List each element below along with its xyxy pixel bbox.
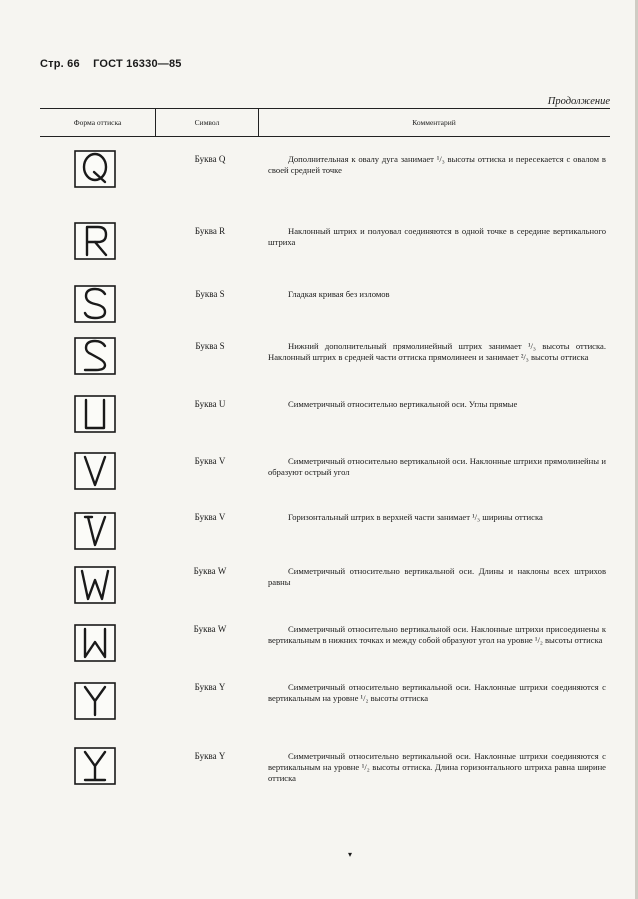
comment-text: [268, 341, 606, 363]
symbol-label: Буква Y: [194, 751, 226, 761]
standard-code: ГОСТ 16330—85: [93, 58, 182, 70]
glyph-w: [74, 566, 116, 604]
page-number: Стр. 66: [40, 58, 80, 70]
glyph-u: [74, 395, 116, 433]
symbol-label: Буква Q: [194, 154, 226, 164]
glyph-y2: [74, 747, 116, 785]
glyph-r: [74, 222, 116, 260]
comment-paragraph: Симметричный относительно вертикальной оси. Углы прямые: [288, 399, 518, 409]
comment-paragraph: Симметричный относительно вертикальной оси. Наклонные штрихи прямолинейны и образуют острый угол: [268, 456, 606, 477]
comment-paragraph: Нижний дополнительный прямолинейный штрих занимает ¹/₃ высоты оттиска. Наклонный штрих в средней части оттиска прямолинеен и занимает ²/₃ высоты оттиска: [268, 341, 606, 362]
comment-paragraph: Симметричный относительно вертикальной оси. Длины и наклоны всех штрихов равны: [268, 566, 606, 587]
symbol-label: Буква S: [195, 289, 225, 299]
comment-text: [268, 226, 606, 248]
glyph-v: [74, 452, 116, 490]
comment-paragraph: Симметричный относительно вертикальной оси. Наклонные штрихи соединяются с вертикальным на уровне ¹/₂ высоты оттиска. Длина горизонтального штриха равна ширине оттиска: [268, 751, 606, 783]
comment-text: [268, 566, 606, 588]
glyph-s2: [74, 337, 116, 375]
comment-text: [268, 751, 606, 784]
comment-text: [268, 624, 606, 646]
comment-paragraph: Симметричный относительно вертикальной оси. Наклонные штрихи присоединены к вертикальным в нижних точках и между собой образуют угол на уровне ¹/₂ высоты оттиска: [268, 624, 606, 645]
comment-text: [268, 399, 606, 410]
glyph-y: [74, 682, 116, 720]
comment-text: [268, 289, 606, 300]
glyph-v2: [74, 512, 116, 550]
symbol-label: Буква V: [194, 512, 226, 522]
symbol-label: Буква V: [194, 456, 226, 466]
symbol-label: Буква S: [195, 341, 225, 351]
page-mark: ▾: [348, 850, 353, 859]
column-header-comment: Комментарий: [412, 118, 456, 127]
comment-text: [268, 154, 606, 176]
symbol-label: Буква W: [193, 566, 227, 576]
symbol-label: Буква W: [193, 624, 227, 634]
comment-text: [268, 682, 606, 704]
page-header: [40, 58, 192, 70]
glyph-s: [74, 285, 116, 323]
comment-paragraph: Гладкая кривая без изломов: [288, 289, 390, 299]
continuation-label: Продолжение: [547, 96, 610, 107]
symbol-label: Буква R: [194, 226, 226, 236]
table-top-rule: [40, 108, 610, 109]
column-header-shape: Форма оттиска: [73, 118, 122, 127]
symbol-label: Буква Y: [194, 682, 226, 692]
glyph-w2: [74, 624, 116, 662]
symbol-label: Буква U: [194, 399, 226, 409]
column-header-symbol: Символ: [194, 118, 220, 127]
comment-paragraph: Симметричный относительно вертикальной оси. Наклонные штрихи соединяются с вертикальным на уровне ¹/₂ высоты оттиска: [268, 682, 606, 703]
comment-text: [268, 512, 606, 523]
comment-paragraph: Наклонный штрих и полуовал соединяются в одной точке в середине вертикального штриха: [268, 226, 606, 247]
comment-paragraph: Горизонтальный штрих в верхней части занимает ¹/₃ ширины оттиска: [288, 512, 543, 522]
comment-paragraph: Дополнительная к овалу дуга занимает ¹/₃ высоты оттиска и пересекается с овалом в своей средней точке: [268, 154, 606, 175]
comment-text: [268, 456, 606, 478]
glyph-q: [74, 150, 116, 188]
table-header-rule: [40, 136, 610, 137]
